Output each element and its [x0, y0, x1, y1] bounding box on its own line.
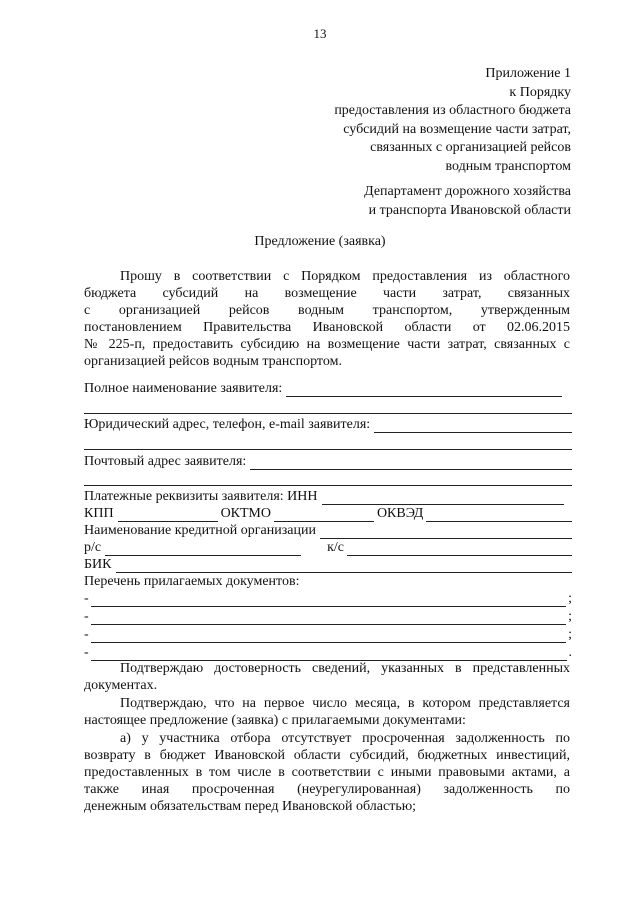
appendix-line: связанных с организацией рейсов: [370, 140, 571, 155]
documents-label: Перечень прилагаемых документов:: [84, 574, 300, 589]
appendix-line: предоставления из областного бюджета: [334, 103, 571, 118]
addressee-line: и транспорта Ивановской области: [368, 202, 571, 218]
kpp-label: КПП: [84, 506, 114, 521]
full-name-input-line[interactable]: [286, 383, 562, 397]
list-marker: -: [84, 609, 89, 624]
paragraph-line: Подтверждаю, что на первое число месяца, в котором представляется: [120, 696, 570, 711]
accounts-row: [84, 539, 572, 556]
postal-address-field[interactable]: [84, 453, 572, 470]
document-row[interactable]: [84, 590, 572, 607]
page-number: 13: [313, 26, 327, 41]
appendix-line: водным транспортом: [445, 158, 571, 174]
list-marker: -: [84, 627, 89, 642]
account-input-line[interactable]: [105, 542, 301, 556]
document-row[interactable]: [84, 644, 572, 661]
corr-account-input-line[interactable]: [347, 542, 572, 556]
kpp-oktmo-okved-row: [84, 505, 572, 522]
paragraph-line: Прошу в соответствии с Порядком предоставления из областного: [120, 269, 570, 284]
appendix-line: субсидий на возмещение части затрат,: [343, 121, 571, 137]
paragraph-line: № 225-п, предоставить субсидию на возмещение части затрат, связанных с: [84, 337, 570, 352]
document-row[interactable]: [84, 626, 572, 643]
item-a-paragraph: [84, 730, 570, 815]
paragraph-line: документах.: [84, 678, 158, 693]
postal-address-input-line[interactable]: [250, 456, 572, 470]
inn-input-line[interactable]: [322, 491, 565, 505]
documents-list-heading: [84, 573, 572, 590]
bik-field[interactable]: [84, 556, 572, 573]
paragraph-line: постановлением Правительства Ивановской области от 02.06.2015: [84, 320, 570, 335]
confirm-paragraph: [84, 660, 570, 694]
paragraph-line: денежным обязательствам перед Ивановской областью;: [84, 799, 417, 814]
paragraph-line: а) у участника отбора отсутствует просроченная задолженность по: [120, 731, 570, 746]
payment-details-label: Платежные реквизиты заявителя: ИНН: [84, 489, 318, 504]
document-title: Предложение (заявка): [254, 234, 386, 249]
appendix-line: к Порядку: [509, 84, 571, 100]
bank-name-label: Наименование кредитной организации: [84, 523, 316, 538]
postal-address-continuation-line[interactable]: [84, 484, 572, 486]
legal-address-continuation-line[interactable]: [84, 448, 572, 450]
paragraph-line: организацией рейсов водным транспортом.: [84, 354, 342, 369]
bik-label: БИК: [84, 557, 112, 572]
paragraph-line: бюджета субсидий на возмещение части затрат, связанных: [84, 286, 570, 301]
okved-label: ОКВЭД: [376, 506, 424, 521]
inn-field[interactable]: [84, 488, 572, 505]
paragraph-line: возврату в бюджет Ивановской области субсидий, бюджетных инвестиций,: [84, 748, 570, 763]
list-marker: -: [84, 591, 89, 606]
oktmo-input-line[interactable]: [274, 508, 374, 522]
bank-name-field[interactable]: [84, 522, 572, 539]
paragraph-line: предоставленных в том числе в соответствии с иными правовыми актами, а: [84, 765, 570, 780]
addressee-line: Департамент дорожного хозяйства: [364, 184, 571, 199]
document-input-line[interactable]: [91, 629, 566, 643]
paragraph-line: Подтверждаю достоверность сведений, указанных в представленных: [120, 661, 570, 676]
postal-address-label: Почтовый адрес заявителя:: [84, 454, 247, 469]
list-end-mark: ;: [568, 627, 572, 642]
confirm2-paragraph: [84, 695, 570, 729]
appendix-header: [334, 65, 571, 176]
paragraph-line: настоящее предложение (заявка) с прилагаемыми документами:: [84, 713, 466, 728]
account-label: р/с: [84, 540, 102, 555]
document-input-line[interactable]: [91, 647, 567, 661]
full-name-field[interactable]: [84, 380, 572, 397]
bank-name-input-line[interactable]: [320, 525, 572, 539]
kpp-input-line[interactable]: [118, 508, 218, 522]
full-name-continuation-line[interactable]: [84, 412, 572, 414]
addressee-block: [364, 183, 571, 220]
appendix-line: Приложение 1: [485, 66, 571, 81]
legal-address-field[interactable]: [84, 416, 572, 433]
legal-address-input-line[interactable]: [374, 419, 572, 433]
legal-address-label: Юридический адрес, телефон, e-mail заявителя:: [84, 417, 371, 432]
document-input-line[interactable]: [91, 611, 566, 625]
paragraph-line: также иная просроченная (неурегулированная) задолженность по: [84, 782, 570, 797]
list-end-mark: .: [568, 645, 572, 660]
list-end-mark: ;: [568, 609, 572, 624]
document-input-line[interactable]: [91, 593, 566, 607]
list-marker: -: [84, 645, 89, 660]
paragraph-line: с организацией рейсов водным транспортом, утвержденным: [84, 303, 570, 318]
list-end-mark: ;: [568, 591, 572, 606]
full-name-label: Полное наименование заявителя:: [84, 381, 283, 396]
bik-input-line[interactable]: [116, 559, 573, 573]
request-paragraph: [84, 268, 570, 370]
corr-account-label: к/с: [327, 540, 345, 555]
document-row[interactable]: [84, 608, 572, 625]
oktmo-label: ОКТМО: [220, 506, 271, 521]
okved-input-line[interactable]: [426, 508, 572, 522]
